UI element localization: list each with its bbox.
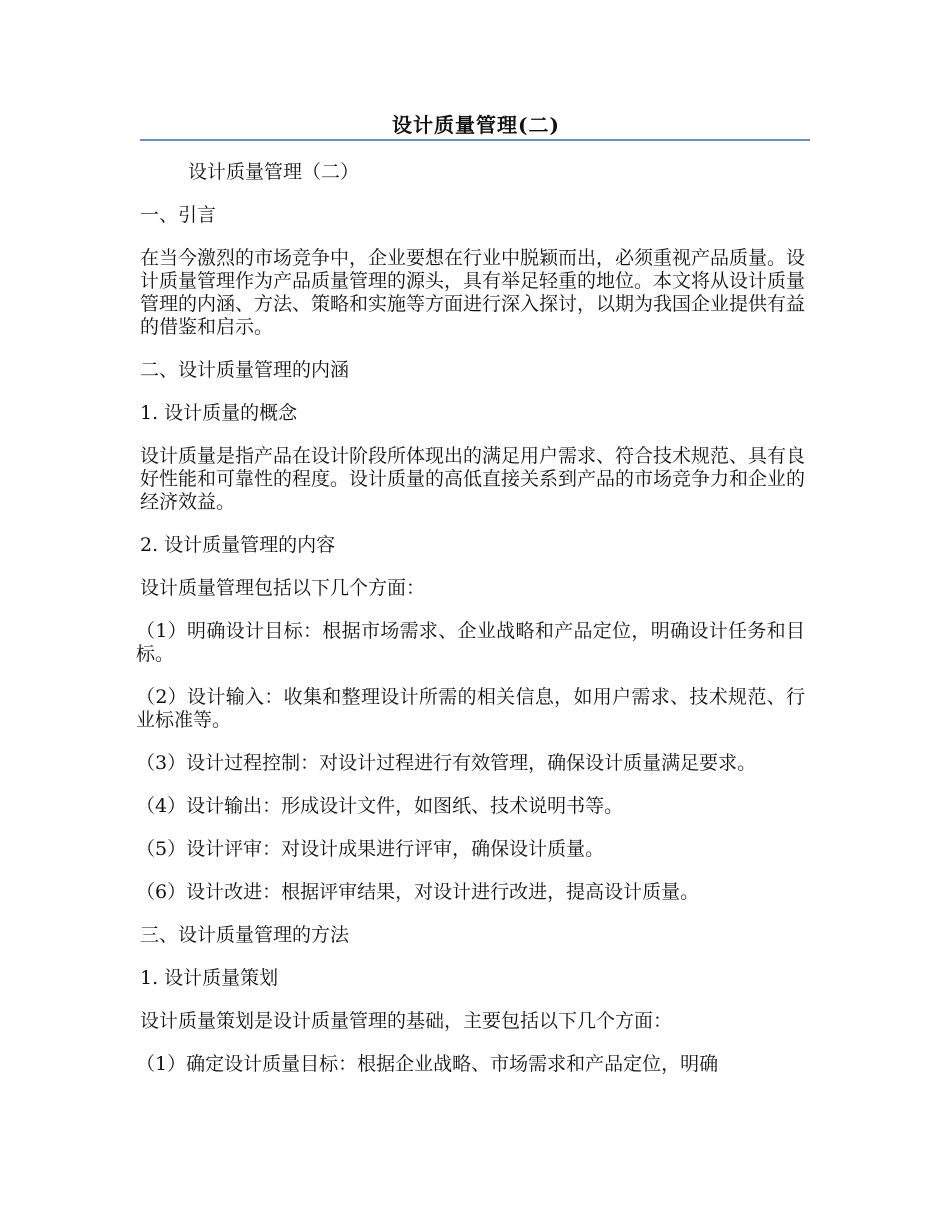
list-item: （5）设计评审：对设计成果进行评审，确保设计质量。 <box>136 838 605 860</box>
subheading-concept: 1. 设计质量的概念 <box>140 402 298 424</box>
list-item: （4）设计输出：形成设计文件，如图纸、技术说明书等。 <box>136 795 624 817</box>
subheading-content: 2. 设计质量管理的内容 <box>140 534 336 556</box>
document-body <box>136 161 806 1076</box>
planning-paragraph: 设计质量策划是设计质量管理的基础，主要包括以下几个方面： <box>140 1010 673 1032</box>
subtitle-paragraph: 设计质量管理（二） <box>188 161 360 183</box>
document-title: 设计质量管理(二) <box>392 113 560 137</box>
subheading-planning: 1. 设计质量策划 <box>140 967 279 989</box>
section-heading-methods: 三、设计质量管理的方法 <box>140 924 350 946</box>
title-underline <box>140 139 810 141</box>
section-heading-connotation: 二、设计质量管理的内涵 <box>140 359 350 381</box>
list-item: （3）设计过程控制：对设计过程进行有效管理，确保设计质量满足要求。 <box>136 752 757 774</box>
content-intro-paragraph: 设计质量管理包括以下几个方面： <box>140 577 426 599</box>
list-item: （1）确定设计质量目标：根据企业战略、市场需求和产品定位，明确 <box>136 1053 719 1075</box>
list-item: （6）设计改进：根据评审结果，对设计进行改进，提高设计质量。 <box>136 881 700 903</box>
section-heading-intro: 一、引言 <box>140 204 217 226</box>
list-item: （1）明确设计目标：根据市场需求、企业战略和产品定位，明确设计任务和目标。 <box>136 620 805 665</box>
intro-paragraph: 在当今激烈的市场竞争中，企业要想在行业中脱颖而出，必须重视产品质量。设计质量管理作为产品质量管理的源头，具有举足轻重的地位。本文将从设计质量管理的内涵、方法、策略和实施等方面进行深入探讨，以期为我国企业提供有益的借鉴和启示。 <box>140 247 806 338</box>
list-item: （2）设计输入：收集和整理设计所需的相关信息，如用户需求、技术规范、行业标准等。 <box>136 686 805 731</box>
concept-paragraph: 设计质量是指产品在设计阶段所体现出的满足用户需求、符合技术规范、具有良好性能和可靠性的程度。设计质量的高低直接关系到产品的市场竞争力和企业的经济效益。 <box>140 445 806 513</box>
